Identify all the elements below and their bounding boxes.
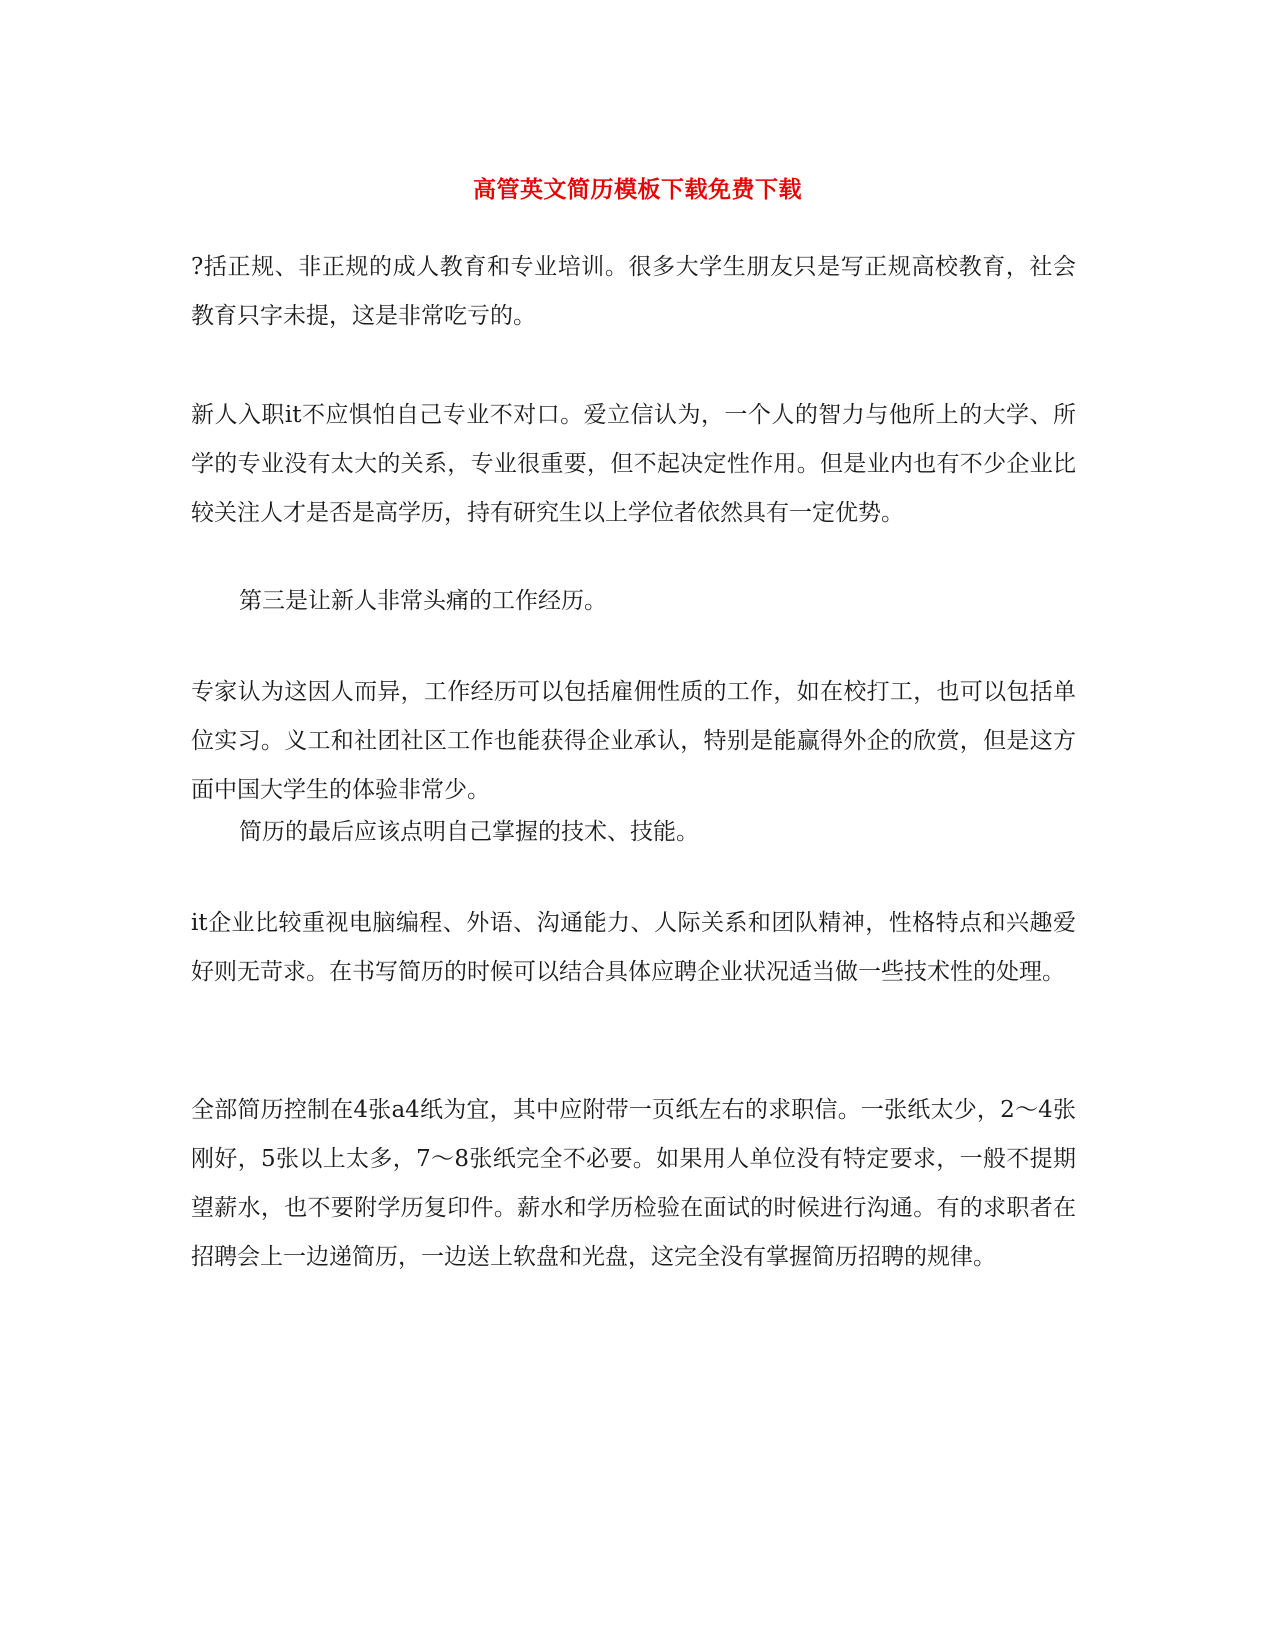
paragraph-work-experience-detail: 专家认为这因人而异，工作经历可以包括雇佣性质的工作，如在校打工，也可以包括单位实习。义工和社团社区工作也能获得企业承认，特别是能赢得外企的欣赏，但是这方面中国大学生的体验非常少。 <box>191 679 1076 803</box>
paragraph-skills-intro: 简历的最后应该点明自己掌握的技术、技能。 <box>239 819 699 845</box>
paragraph-work-experience-intro: 第三是让新人非常头痛的工作经历。 <box>239 588 607 614</box>
paragraph-skills-detail: it企业比较重视电脑编程、外语、沟通能力、人际关系和团队精神，性格特点和兴趣爱好则无苛求。在书写简历的时候可以结合具体应聘企业状况适当做一些技术性的处理。 <box>191 910 1076 985</box>
paragraph-resume-length: 全部简历控制在4张a4纸为宜，其中应附带一页纸左右的求职信。一张纸太少，2～4张刚好，5张以上太多，7～8张纸完全不必要。如果用人单位没有特定要求，一般不提期望薪水，也不要附学历复印件。薪水和学历检验在面试的时候进行沟通。有的求职者在招聘会上一边递简历，一边送上软盘和光盘，这完全没有掌握简历招聘的规律。 <box>191 1097 1076 1270</box>
document-title: 高管英文简历模板下载免费下载 <box>473 176 802 203</box>
paragraph-education: ?括正规、非正规的成人教育和专业培训。很多大学生朋友只是写正规高校教育，社会教育只字未提，这是非常吃亏的。 <box>191 254 1076 329</box>
paragraph-major-mismatch: 新人入职it不应惧怕自己专业不对口。爱立信认为，一个人的智力与他所上的大学、所学的专业没有太大的关系，专业很重要，但不起决定性作用。但是业内也有不少企业比较关注人才是否是高学历，持有研究生以上学位者依然具有一定优势。 <box>191 402 1076 526</box>
